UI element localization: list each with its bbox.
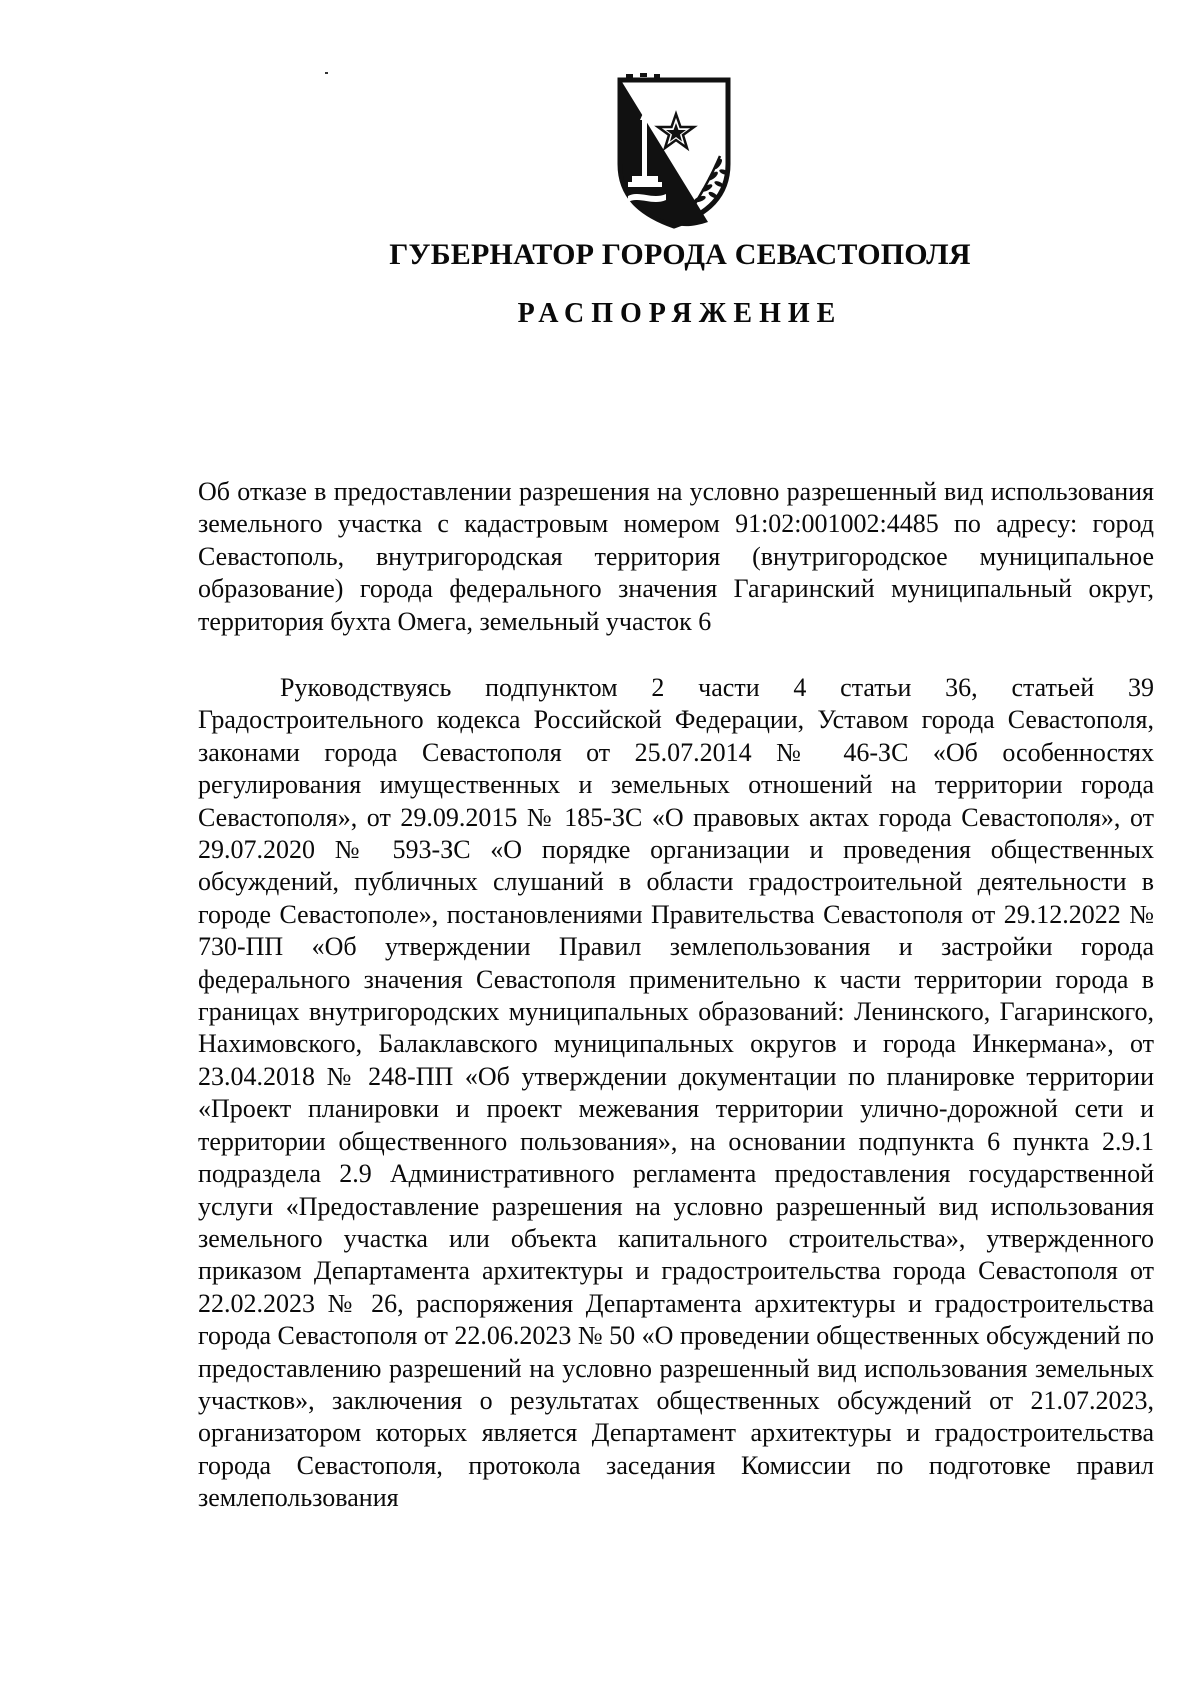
document-subject: Об отказе в предоставлении разрешения на условно разрешенный вид использования земельного участка с кадастровым номером 91:02:001002:4485 по адресу: город Севастополь, внутригородская территория (внутригородское муниципальное образование) города федерального значения Гагаринский муниципальный округ, территория бухта Омега, земельный участок 6 [198,477,1154,636]
document-type-heading: РАСПОРЯЖЕНИЕ [517,298,843,329]
crown-dots-icon [626,73,660,78]
scan-speck [325,72,328,74]
authority-title: ГУБЕРНАТОР ГОРОДА СЕВАСТОПОЛЯ [389,238,971,271]
document-body-paragraph: Руководствуясь подпунктом 2 части 4 статьи 36, статьей 39 Градостроительного кодекса Российской Федерации, Уставом города Севастополя, законами города Севастополя от 25.07.2014 № 46-ЗС «Об особенностях регулирования имущественных и земельных отношений на территории города Севастополя», от 29.09.2015 № 185-ЗС «О правовых актах города Севастополя», от 29.07.2020 № 593-ЗС «О порядке организации и проведения общественных обсуждений, публичных слушаний в области градостроительной деятельности в городе Севастополе», постановлениями Правительства Севастополя от 29.12.2022 № 730-ПП «Об утверждении Правил землепользования и застройки города федерального значения Севастополя применительно к части территории города в границах внутригородских муниципальных образований: Ленинского, Гагаринского, Нахимовского, Балаклавского муниципальных округов и города Инкермана», от 23.04.2018 № 248-ПП «Об утверждении документации по планировке территории «Проект планировки и проект межевания территории улично-дорожной сети и территории общественного пользования», на основании подпункта 6 пункта 2.9.1 подраздела 2.9 Административного регламента предоставления государственной услуги «Предоставление разрешения на условно разрешенный вид использования земельного участка или объекта капитального строительства», утвержденного приказом Департамента архитектуры и градостроительства города Севастополя от 22.02.2023 № 26, распоряжения Департамента архитектуры и градостроительства города Севастополя от 22.06.2023 № 50 «О проведении общественных обсуждений по предоставлению разрешений на условно разрешенный вид использования земельных участков», заключения о результатах общественных обсуждений от 21.07.2023, организатором которых является Департамент архитектуры и градостроительства города Севастополя, протокола заседания Комиссии по подготовке правил землепользования [198,673,1154,1513]
coat-of-arms-emblem [600,72,750,230]
